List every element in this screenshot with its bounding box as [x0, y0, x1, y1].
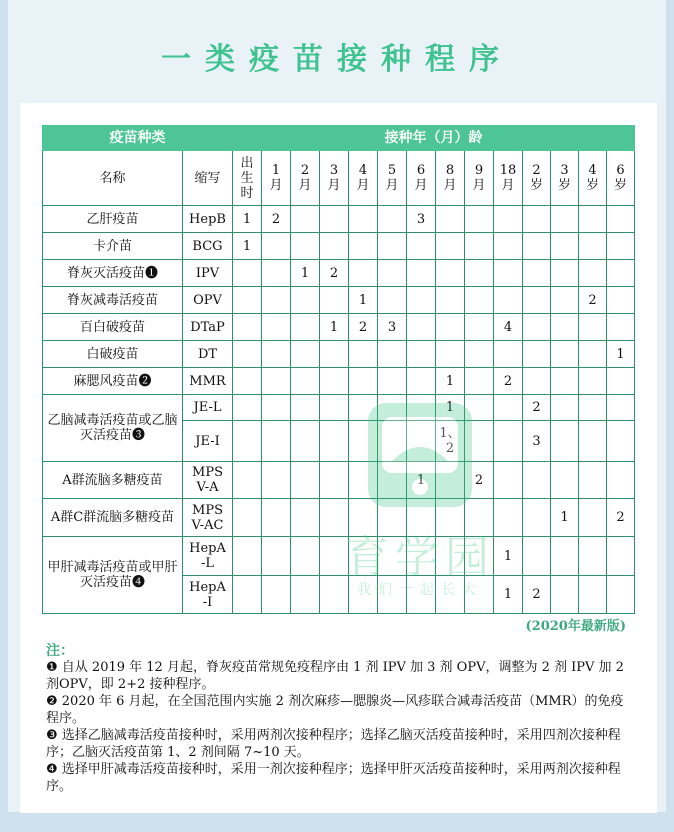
header-age: 接种年（月）龄	[233, 126, 635, 151]
dose-cell	[579, 341, 607, 368]
dose-cell	[378, 499, 407, 537]
dose-cell	[291, 368, 320, 395]
dose-cell	[291, 341, 320, 368]
dose-cell	[523, 206, 551, 233]
notes-title: 注：	[46, 643, 74, 659]
dose-cell	[465, 368, 494, 395]
dose-cell	[233, 287, 262, 314]
dose-cell	[607, 421, 635, 462]
dose-cell	[291, 395, 320, 421]
dose-cell	[494, 341, 523, 368]
dose-cell	[378, 421, 407, 462]
vaccine-abbr: MPS V-AC	[183, 499, 233, 537]
dose-cell	[551, 421, 579, 462]
dose-cell: 1	[607, 341, 635, 368]
dose-cell	[262, 287, 291, 314]
dose-cell	[407, 368, 436, 395]
dose-cell	[607, 206, 635, 233]
vaccine-name: 甲肝减毒活疫苗或甲肝灭活疫苗❹	[43, 537, 183, 614]
dose-cell	[551, 233, 579, 260]
table-row	[43, 233, 635, 260]
dose-cell	[262, 314, 291, 341]
dose-cell	[233, 368, 262, 395]
dose-cell	[262, 537, 291, 576]
dose-cell	[320, 233, 349, 260]
dose-cell	[320, 287, 349, 314]
vaccine-abbr: MPS V-A	[183, 462, 233, 499]
dose-cell	[378, 537, 407, 576]
dose-cell	[607, 576, 635, 614]
vaccine-schedule-table	[42, 125, 635, 614]
dose-cell	[465, 341, 494, 368]
dose-cell	[607, 260, 635, 287]
age-column-header: 2 岁	[523, 151, 551, 206]
dose-cell	[291, 287, 320, 314]
dose-cell	[320, 576, 349, 614]
dose-cell	[551, 537, 579, 576]
dose-cell: 2	[349, 314, 378, 341]
header-row	[43, 126, 635, 151]
dose-cell	[551, 368, 579, 395]
dose-cell	[523, 260, 551, 287]
dose-cell	[551, 314, 579, 341]
dose-cell	[523, 537, 551, 576]
dose-cell: 1	[436, 395, 465, 421]
table-row	[43, 395, 635, 421]
dose-cell	[579, 576, 607, 614]
dose-cell	[320, 206, 349, 233]
vaccine-name: 白破疫苗	[43, 341, 183, 368]
table-row	[43, 499, 635, 537]
dose-cell	[262, 462, 291, 499]
dose-cell	[607, 233, 635, 260]
note-marker: ❹	[46, 762, 58, 777]
dose-cell	[378, 260, 407, 287]
dose-cell: 2	[523, 576, 551, 614]
age-column-header: 8 月	[436, 151, 465, 206]
vaccine-abbr: HepA -L	[183, 537, 233, 576]
dose-cell	[262, 341, 291, 368]
dose-cell	[579, 499, 607, 537]
dose-cell	[349, 260, 378, 287]
dose-cell: 4	[494, 314, 523, 341]
dose-cell	[436, 537, 465, 576]
dose-cell	[551, 395, 579, 421]
vaccine-name: 乙脑减毒活疫苗或乙脑灭活疫苗❸	[43, 395, 183, 462]
dose-cell	[551, 287, 579, 314]
vaccine-name: 脊灰减毒活疫苗	[43, 287, 183, 314]
dose-cell: 1、 2	[436, 421, 465, 462]
dose-cell	[579, 421, 607, 462]
dose-cell	[465, 233, 494, 260]
vaccine-name: 乙肝疫苗	[43, 206, 183, 233]
vaccine-abbr: JE-L	[183, 395, 233, 421]
dose-cell	[291, 537, 320, 576]
table-row	[43, 314, 635, 341]
dose-cell	[436, 499, 465, 537]
watermark-text: 育学园	[345, 532, 495, 583]
dose-cell	[320, 499, 349, 537]
dose-cell	[465, 287, 494, 314]
dose-cell	[523, 287, 551, 314]
dose-cell	[349, 421, 378, 462]
dose-cell	[262, 233, 291, 260]
dose-cell	[523, 368, 551, 395]
table-row	[43, 260, 635, 287]
dose-cell	[349, 576, 378, 614]
vaccine-abbr: BCG	[183, 233, 233, 260]
vaccine-abbr: DT	[183, 341, 233, 368]
dose-cell	[378, 287, 407, 314]
dose-cell: 1	[494, 576, 523, 614]
dose-cell	[494, 206, 523, 233]
age-column-header: 1 月	[262, 151, 291, 206]
vaccine-name: 脊灰灭活疫苗❶	[43, 260, 183, 287]
dose-cell: 3	[523, 421, 551, 462]
vaccine-abbr: DTaP	[183, 314, 233, 341]
age-column-header: 3 月	[320, 151, 349, 206]
dose-cell: 2	[523, 395, 551, 421]
dose-cell	[436, 287, 465, 314]
dose-cell	[579, 537, 607, 576]
dose-cell	[233, 576, 262, 614]
dose-cell: 2	[494, 368, 523, 395]
dose-cell	[262, 368, 291, 395]
dose-cell: 2	[262, 206, 291, 233]
dose-cell	[407, 499, 436, 537]
dose-cell	[407, 537, 436, 576]
dose-cell	[233, 314, 262, 341]
dose-cell	[407, 314, 436, 341]
dose-cell	[320, 537, 349, 576]
dose-cell	[465, 206, 494, 233]
dose-cell	[407, 287, 436, 314]
dose-cell: 1	[407, 462, 436, 499]
table-row	[43, 341, 635, 368]
dose-cell	[436, 341, 465, 368]
dose-cell	[378, 576, 407, 614]
dose-cell	[436, 314, 465, 341]
dose-cell	[378, 341, 407, 368]
age-column-header: 4 岁	[579, 151, 607, 206]
note-item	[46, 728, 636, 761]
age-column-header: 6 月	[407, 151, 436, 206]
vaccine-abbr: HepB	[183, 206, 233, 233]
dose-cell	[262, 395, 291, 421]
dose-cell	[349, 499, 378, 537]
table-row	[43, 462, 635, 499]
vaccine-name: 卡介苗	[43, 233, 183, 260]
dose-cell	[523, 314, 551, 341]
dose-cell	[407, 421, 436, 462]
dose-cell: 1	[320, 314, 349, 341]
dose-cell	[407, 341, 436, 368]
dose-cell	[436, 260, 465, 287]
dose-cell	[320, 395, 349, 421]
dose-cell	[436, 576, 465, 614]
notes-section	[46, 660, 636, 796]
note-text: 2020 年 6 月起，在全国范围内实施 2 剂次麻疹—腮腺炎—风疹联合减毒活疫苗（MMR）的免疫程序。	[46, 694, 624, 726]
dose-cell: 1	[349, 287, 378, 314]
note-item	[46, 694, 636, 727]
subheader-abbr: 缩写	[183, 151, 233, 206]
dose-cell: 1	[494, 537, 523, 576]
dose-cell	[291, 233, 320, 260]
dose-cell	[551, 260, 579, 287]
vaccine-abbr: IPV	[183, 260, 233, 287]
edition-label: (2020年最新版)	[525, 619, 626, 634]
dose-cell	[233, 260, 262, 287]
page-title: 一类疫苗接种程序	[161, 42, 513, 77]
dose-cell	[262, 421, 291, 462]
age-column-header: 3 岁	[551, 151, 579, 206]
dose-cell	[262, 576, 291, 614]
dose-cell	[291, 462, 320, 499]
dose-cell	[291, 499, 320, 537]
dose-cell	[494, 260, 523, 287]
vaccine-name: 百白破疫苗	[43, 314, 183, 341]
dose-cell	[551, 341, 579, 368]
dose-cell	[494, 499, 523, 537]
dose-cell	[378, 206, 407, 233]
dose-cell: 3	[378, 314, 407, 341]
dose-cell	[494, 287, 523, 314]
dose-cell: 2	[465, 462, 494, 499]
dose-cell	[465, 314, 494, 341]
note-text: 自从 2019 年 12 月起，脊灰疫苗常规免疫程序由 1 剂 IPV 加 3 剂 OPV，调整为 2 剂 IPV 加 2 剂OPV，即 2+2 接种程序。	[46, 660, 624, 692]
dose-cell	[465, 576, 494, 614]
dose-cell	[233, 462, 262, 499]
vaccine-abbr: MMR	[183, 368, 233, 395]
dose-cell	[436, 206, 465, 233]
note-item	[46, 660, 636, 693]
table-row	[43, 368, 635, 395]
dose-cell	[407, 395, 436, 421]
dose-cell	[349, 462, 378, 499]
dose-cell	[407, 260, 436, 287]
dose-cell	[494, 233, 523, 260]
dose-cell: 2	[579, 287, 607, 314]
schedule-card	[20, 103, 657, 813]
dose-cell	[436, 462, 465, 499]
dose-cell: 1	[233, 233, 262, 260]
dose-cell	[320, 421, 349, 462]
dose-cell	[349, 368, 378, 395]
dose-cell	[523, 499, 551, 537]
dose-cell	[494, 421, 523, 462]
note-text: 选择甲肝减毒活疫苗接种时，采用一剂次接种程序；选择甲肝灭活疫苗接种时，采用两剂次接种程序。	[46, 762, 621, 794]
age-column-header: 18 月	[494, 151, 523, 206]
dose-cell	[465, 499, 494, 537]
dose-cell	[378, 233, 407, 260]
dose-cell	[579, 395, 607, 421]
dose-cell: 2	[320, 260, 349, 287]
dose-cell	[378, 395, 407, 421]
vaccine-abbr: OPV	[183, 287, 233, 314]
dose-cell	[523, 341, 551, 368]
watermark-subtext: 我们一起长大	[357, 582, 483, 598]
table-row	[43, 287, 635, 314]
dose-cell	[579, 368, 607, 395]
dose-cell	[407, 576, 436, 614]
dose-cell: 1	[436, 368, 465, 395]
dose-cell	[551, 576, 579, 614]
vaccine-name: A群C群流脑多糖疫苗	[43, 499, 183, 537]
dose-cell	[465, 537, 494, 576]
table-row	[43, 537, 635, 576]
vaccine-abbr: JE-I	[183, 421, 233, 462]
dose-cell	[465, 395, 494, 421]
note-item	[46, 762, 636, 795]
dose-cell	[320, 368, 349, 395]
dose-cell	[465, 421, 494, 462]
dose-cell	[349, 341, 378, 368]
age-column-header: 5 月	[378, 151, 407, 206]
vaccine-name: 麻腮风疫苗❷	[43, 368, 183, 395]
dose-cell	[349, 233, 378, 260]
dose-cell	[436, 233, 465, 260]
dose-cell	[579, 206, 607, 233]
dose-cell	[262, 260, 291, 287]
dose-cell	[579, 462, 607, 499]
dose-cell	[349, 395, 378, 421]
subheader-name: 名称	[43, 151, 183, 206]
dose-cell: 1	[551, 499, 579, 537]
dose-cell	[607, 287, 635, 314]
dose-cell	[291, 421, 320, 462]
dose-cell	[349, 206, 378, 233]
dose-cell	[378, 462, 407, 499]
dose-cell	[320, 341, 349, 368]
dose-cell: 1	[291, 260, 320, 287]
dose-cell	[607, 368, 635, 395]
dose-cell	[579, 233, 607, 260]
note-marker: ❶	[46, 660, 58, 675]
dose-cell	[233, 421, 262, 462]
dose-cell	[494, 395, 523, 421]
dose-cell: 2	[607, 499, 635, 537]
header-vaccine-type: 疫苗种类	[43, 126, 233, 151]
dose-cell	[233, 537, 262, 576]
dose-cell	[523, 462, 551, 499]
dose-cell	[607, 537, 635, 576]
note-marker: ❸	[46, 728, 58, 743]
dose-cell	[233, 499, 262, 537]
age-column-header: 9 月	[465, 151, 494, 206]
dose-cell	[551, 206, 579, 233]
dose-cell	[465, 260, 494, 287]
note-marker: ❷	[46, 694, 58, 709]
dose-cell	[551, 462, 579, 499]
vaccine-abbr: HepA -I	[183, 576, 233, 614]
dose-cell	[378, 368, 407, 395]
age-column-header: 4 月	[349, 151, 378, 206]
dose-cell	[607, 314, 635, 341]
dose-cell: 1	[233, 206, 262, 233]
table-row	[43, 206, 635, 233]
dose-cell	[291, 314, 320, 341]
dose-cell	[233, 395, 262, 421]
vaccine-name: A群流脑多糖疫苗	[43, 462, 183, 499]
dose-cell	[579, 260, 607, 287]
dose-cell	[291, 576, 320, 614]
dose-cell	[494, 462, 523, 499]
age-column-header: 出 生 时	[233, 151, 262, 206]
dose-cell	[320, 462, 349, 499]
dose-cell: 3	[407, 206, 436, 233]
note-text: 选择乙脑减毒活疫苗接种时，采用两剂次接种程序；选择乙脑灭活疫苗接种时，采用四剂次接种程序；乙脑灭活疫苗第 1、2 剂间隔 7~10 天。	[46, 728, 621, 760]
age-column-header: 6 岁	[607, 151, 635, 206]
dose-cell	[291, 206, 320, 233]
dose-cell	[523, 233, 551, 260]
dose-cell	[607, 462, 635, 499]
dose-cell	[233, 341, 262, 368]
dose-cell	[262, 499, 291, 537]
subheader-row	[43, 151, 635, 206]
age-column-header: 2 月	[291, 151, 320, 206]
dose-cell	[579, 314, 607, 341]
dose-cell	[407, 233, 436, 260]
dose-cell	[607, 395, 635, 421]
dose-cell	[349, 537, 378, 576]
